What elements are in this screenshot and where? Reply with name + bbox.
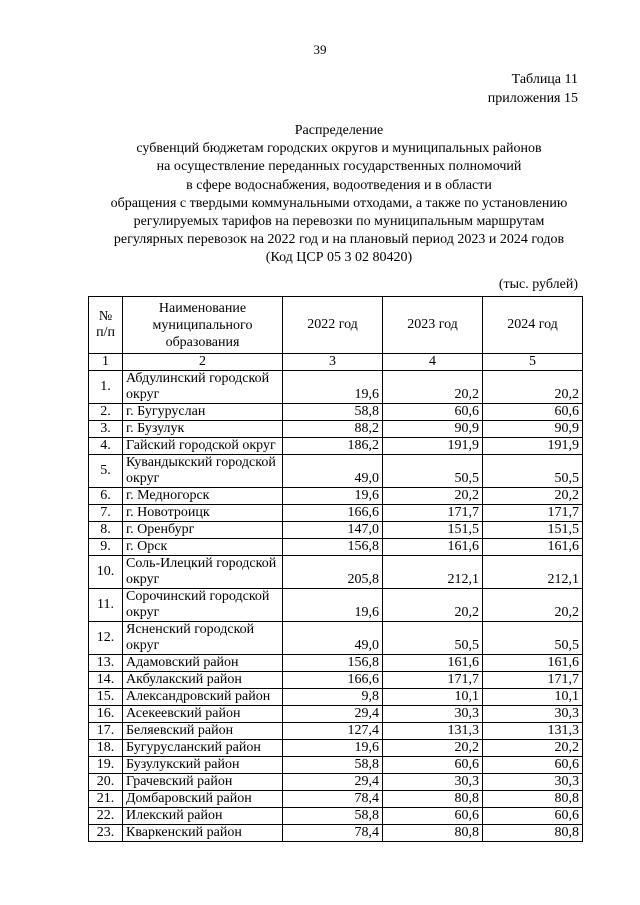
cell-num: 1. (89, 371, 123, 404)
cell-name: г. Медногорск (123, 488, 283, 505)
cell-num: 9. (89, 539, 123, 556)
cell-name: г. Оренбург (123, 522, 283, 539)
units-label: (тыс. рублей) (498, 277, 578, 292)
cell-y2024: 50,5 (483, 455, 583, 488)
cell-y2023: 131,3 (383, 723, 483, 740)
cell-y2023: 60,6 (383, 757, 483, 774)
cell-y2022: 29,4 (283, 774, 383, 791)
cell-num: 7. (89, 505, 123, 522)
cell-y2023: 10,1 (383, 689, 483, 706)
cell-y2024: 171,7 (483, 672, 583, 689)
cell-num: 3. (89, 421, 123, 438)
cell-y2024: 60,6 (483, 808, 583, 825)
table-ref-line: приложения 15 (487, 91, 578, 106)
cell-y2022: 19,6 (283, 371, 383, 404)
cell-y2024: 80,8 (483, 825, 583, 842)
cell-y2024: 20,2 (483, 740, 583, 757)
cell-y2022: 58,8 (283, 757, 383, 774)
cell-y2022: 166,6 (283, 672, 383, 689)
cell-y2023: 30,3 (383, 774, 483, 791)
cell-y2023: 20,2 (383, 488, 483, 505)
table-header-row (89, 297, 583, 354)
cell-y2024: 20,2 (483, 488, 583, 505)
cell-y2022: 205,8 (283, 556, 383, 589)
cell-y2024: 20,2 (483, 371, 583, 404)
cell-y2023: 80,8 (383, 791, 483, 808)
cell-num: 15. (89, 689, 123, 706)
cell-y2022: 156,8 (283, 539, 383, 556)
cell-y2023: 212,1 (383, 556, 483, 589)
cell-name: г. Бузулук (123, 421, 283, 438)
table-row (89, 706, 583, 723)
cell-name: Акбулакский район (123, 672, 283, 689)
cell-y2023: 191,9 (383, 438, 483, 455)
cell-name: Александровский район (123, 689, 283, 706)
cell-y2024: 161,6 (483, 539, 583, 556)
document-title (60, 122, 618, 268)
cell-y2024: 30,3 (483, 774, 583, 791)
cell-y2022: 19,6 (283, 488, 383, 505)
table-ref-line: Таблица 11 (511, 72, 578, 87)
header-num: № п/п (89, 297, 123, 354)
cell-name: Кваркенский район (123, 825, 283, 842)
cell-num: 2. (89, 404, 123, 421)
cell-y2023: 20,2 (383, 740, 483, 757)
table-row (89, 622, 583, 655)
title-line: (Код ЦСР 05 3 02 80420) (265, 250, 413, 266)
title-line: регулярных перевозок на 2022 год и на плановый период 2023 и 2024 годов (113, 232, 565, 248)
cell-y2023: 161,6 (383, 539, 483, 556)
table-row (89, 404, 583, 421)
cell-y2023: 171,7 (383, 672, 483, 689)
cell-y2022: 166,6 (283, 505, 383, 522)
cell-y2023: 20,2 (383, 371, 483, 404)
cell-num: 8. (89, 522, 123, 539)
column-number: 2 (123, 354, 283, 371)
cell-num: 19. (89, 757, 123, 774)
column-number: 4 (383, 354, 483, 371)
table-row (89, 723, 583, 740)
cell-name: г. Бугуруслан (123, 404, 283, 421)
cell-y2023: 60,6 (383, 404, 483, 421)
cell-y2024: 30,3 (483, 706, 583, 723)
header-2022: 2022 год (283, 297, 383, 354)
table-row (89, 589, 583, 622)
cell-y2024: 60,6 (483, 757, 583, 774)
table-row (89, 655, 583, 672)
table-row (89, 740, 583, 757)
cell-num: 14. (89, 672, 123, 689)
cell-name: Бузулукский район (123, 757, 283, 774)
cell-y2023: 90,9 (383, 421, 483, 438)
table-row (89, 689, 583, 706)
cell-name: Гайский городской округ (123, 438, 283, 455)
cell-name: Соль-Илецкий городской округ (123, 556, 283, 589)
cell-name: Асекеевский район (123, 706, 283, 723)
cell-num: 5. (89, 455, 123, 488)
cell-y2024: 10,1 (483, 689, 583, 706)
cell-y2024: 60,6 (483, 404, 583, 421)
cell-y2022: 29,4 (283, 706, 383, 723)
cell-num: 17. (89, 723, 123, 740)
cell-num: 16. (89, 706, 123, 723)
cell-y2022: 9,8 (283, 689, 383, 706)
cell-num: 11. (89, 589, 123, 622)
cell-y2022: 88,2 (283, 421, 383, 438)
cell-num: 23. (89, 825, 123, 842)
cell-y2022: 78,4 (283, 825, 383, 842)
cell-num: 22. (89, 808, 123, 825)
table-row (89, 488, 583, 505)
cell-num: 12. (89, 622, 123, 655)
cell-y2024: 131,3 (483, 723, 583, 740)
cell-y2022: 19,6 (283, 589, 383, 622)
cell-y2022: 49,0 (283, 622, 383, 655)
cell-y2024: 20,2 (483, 589, 583, 622)
cell-name: Домбаровский район (123, 791, 283, 808)
cell-y2023: 50,5 (383, 622, 483, 655)
table-row (89, 556, 583, 589)
cell-y2022: 58,8 (283, 404, 383, 421)
cell-y2023: 80,8 (383, 825, 483, 842)
table-body (89, 371, 583, 842)
table-row (89, 825, 583, 842)
cell-y2023: 20,2 (383, 589, 483, 622)
cell-name: Беляевский район (123, 723, 283, 740)
cell-name: Илекский район (123, 808, 283, 825)
cell-name: Грачевский район (123, 774, 283, 791)
title-line: на осуществление переданных государственных полномочий (156, 159, 522, 175)
cell-y2024: 50,5 (483, 622, 583, 655)
cell-y2023: 30,3 (383, 706, 483, 723)
cell-y2022: 156,8 (283, 655, 383, 672)
page-number: 39 (313, 42, 327, 57)
title-line: в сфере водоснабжения, водоотведения и в области (186, 177, 492, 193)
cell-y2022: 49,0 (283, 455, 383, 488)
title-line: обращения с твердыми коммунальными отходами, а также по установлению (110, 195, 568, 211)
cell-name: Адамовский район (123, 655, 283, 672)
cell-y2022: 186,2 (283, 438, 383, 455)
table-row (89, 774, 583, 791)
cell-y2022: 127,4 (283, 723, 383, 740)
distribution-table (88, 296, 583, 842)
table-row (89, 672, 583, 689)
table-row (89, 757, 583, 774)
cell-y2024: 90,9 (483, 421, 583, 438)
cell-y2024: 191,9 (483, 438, 583, 455)
column-number: 5 (483, 354, 583, 371)
cell-y2024: 151,5 (483, 522, 583, 539)
cell-num: 21. (89, 791, 123, 808)
table-row (89, 421, 583, 438)
cell-name: Сорочинский городской округ (123, 589, 283, 622)
cell-num: 6. (89, 488, 123, 505)
title-line: Распределение (294, 123, 384, 138)
cell-name: г. Орск (123, 539, 283, 556)
cell-y2022: 147,0 (283, 522, 383, 539)
table-reference (488, 70, 578, 108)
cell-num: 10. (89, 556, 123, 589)
title-line: субвенций бюджетам городских округов и муниципальных районов (136, 141, 542, 157)
cell-y2023: 171,7 (383, 505, 483, 522)
cell-name: Ясненский городской округ (123, 622, 283, 655)
cell-y2022: 19,6 (283, 740, 383, 757)
cell-name: Кувандыкский городской округ (123, 455, 283, 488)
table-row (89, 808, 583, 825)
table-row (89, 539, 583, 556)
table-row (89, 455, 583, 488)
cell-name: Абдулинский городской округ (123, 371, 283, 404)
cell-y2024: 212,1 (483, 556, 583, 589)
cell-y2022: 58,8 (283, 808, 383, 825)
column-number: 1 (89, 354, 123, 371)
cell-num: 4. (89, 438, 123, 455)
cell-num: 20. (89, 774, 123, 791)
cell-name: Бугурусланский район (123, 740, 283, 757)
cell-y2024: 171,7 (483, 505, 583, 522)
cell-y2024: 161,6 (483, 655, 583, 672)
cell-y2023: 60,6 (383, 808, 483, 825)
table-row (89, 505, 583, 522)
cell-name: г. Новотроицк (123, 505, 283, 522)
cell-y2023: 161,6 (383, 655, 483, 672)
table-row (89, 371, 583, 404)
column-number-row (89, 354, 583, 371)
header-2024: 2024 год (483, 297, 583, 354)
cell-y2024: 80,8 (483, 791, 583, 808)
cell-y2022: 78,4 (283, 791, 383, 808)
cell-num: 13. (89, 655, 123, 672)
header-2023: 2023 год (383, 297, 483, 354)
column-number: 3 (283, 354, 383, 371)
title-line: регулируемых тарифов на перевозки по муниципальным маршрутам (133, 214, 545, 230)
table-row (89, 791, 583, 808)
cell-y2023: 50,5 (383, 455, 483, 488)
header-name: Наименование муниципального образования (123, 297, 283, 354)
cell-y2023: 151,5 (383, 522, 483, 539)
table-row (89, 522, 583, 539)
cell-num: 18. (89, 740, 123, 757)
table-row (89, 438, 583, 455)
